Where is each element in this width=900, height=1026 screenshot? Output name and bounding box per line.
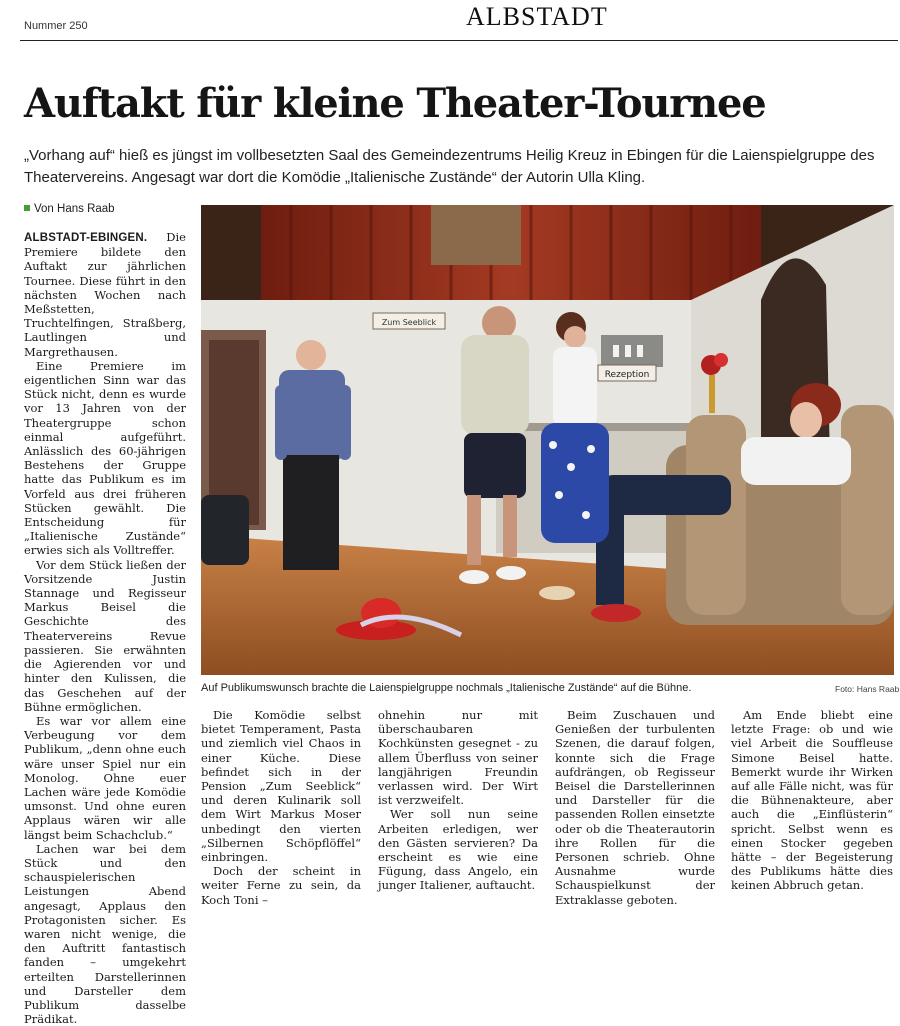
lead-paragraph: „Vorhang auf“ hieß es jüngst im vollbesetzten Saal des Gemeindezentrums Heilig Kreuz in Ebingen für die Laienspielgruppe des Theatervereins. Angesagt war dort die Komödie „Italienische Zustände“ der Autorin Ulla Kling. bbox=[24, 147, 875, 186]
byline-author: Von Hans Raab bbox=[34, 203, 115, 215]
article-column-2 bbox=[201, 708, 361, 907]
article-column-1 bbox=[24, 230, 186, 1026]
article-paragraph: Lachen war bei dem Stück und den schauspielerischen Leistungen Abend angesagt, Applaus den Protagonisten sicher. Es waren nicht wenige, die den Auftritt fantastisch fanden – umgekehrt erteilten Darstellerinnen und Darsteller dem Publikum dasselbe Prädikat. bbox=[24, 841, 186, 1026]
sign-reception-text: Rezeption bbox=[604, 370, 650, 380]
dateline: ALBSTADT-EBINGEN. bbox=[24, 232, 148, 244]
article-paragraph: Wer soll nun seine Arbeiten erledigen, wer den Gästen servieren? Da erscheint es wie eine Fügung, dass Angelo, ein junger Italiener, auftaucht. bbox=[378, 807, 538, 893]
issue-number: Nummer 250 bbox=[24, 20, 88, 32]
stage-photo bbox=[201, 205, 894, 675]
photo-caption: Auf Publikumswunsch brachte die Laienspielgruppe nochmals „Italienische Zustände“ auf die Bühne. bbox=[201, 682, 692, 694]
photo-credit: Foto: Hans Raab bbox=[835, 684, 900, 694]
article-paragraph: Vor dem Stück ließen der Vorsitzende Justin Stannage und Regisseur Markus Beisel die Geschichte des Theatervereins Revue passieren. Sie erwähnten die Agierenden vor und hinter den Kulissen, die das Geschehen auf der Bühne ermöglichen. bbox=[24, 557, 186, 714]
header-rule bbox=[20, 40, 898, 41]
byline-marker-icon bbox=[24, 205, 30, 211]
article-paragraph: ALBSTADT-EBINGEN. Die Premiere bildete den Auftakt zur jährlichen Tournee. Diese führt in den nächsten Wochen nach Meßstetten, Truchtelfingen, Straßberg, Lautlingen und Margrethausen. bbox=[24, 230, 186, 359]
section-title: ALBSTADT bbox=[466, 2, 608, 31]
sign-left-text: Zum Seeblick bbox=[381, 318, 437, 327]
article-paragraph: Am Ende bliebt eine letzte Frage: ob und wie viel Arbeit die Souffleuse Simone Beisel hatte. Bemerkt wurde ihr Wirken auf alle Fälle nicht, was für die Bühnenakteure, aber auch die „Einflüsterin“ spricht. Selbst wenn es einen Stocker gegeben hätte – der Begeisterung des Publikums hätte dies keinen Abbruch getan. bbox=[731, 708, 893, 893]
headline: Auftakt für kleine Theater-Tournee bbox=[24, 80, 766, 127]
article-paragraph: ohnehin nur mit überschaubaren Kochkünsten gesegnet - zu allem Überfluss von seiner langjährigen Freundin verlassen wird. Der Wirt ist verzweifelt. bbox=[378, 708, 538, 808]
article-paragraph: Die Komödie selbst bietet Temperament, Pasta und ziemlich viel Chaos in einer Küche. Diese befindet sich in der Pension „Zum Seeblick“ und deren Kulinarik soll dem Wirt Markus Moser unbedingt den vierten „Silbernen Schöpflöffel“ einbringen. bbox=[201, 708, 361, 865]
article-column-3 bbox=[378, 708, 538, 893]
article-column-4 bbox=[555, 708, 715, 907]
article-paragraph: Eine Premiere im eigentlichen Sinn war das Stück nicht, denn es wurde vor 13 Jahren von der Theatergruppe schon einmal aufgeführt. Anlässlich des 60-jährigen Bestehens der Gruppe hatte das Publikum es im Vorfeld aus drei früheren Stücken gewählt. Die Entscheidung für „Italienische Zustände“ erwies sich als Volltreffer. bbox=[24, 358, 186, 558]
article-paragraph: Beim Zuschauen und Genießen der turbulenten Szenen, die darauf folgen, konnte sich die Frage aufdrängen, ob Regisseur Beisel die Darstellerinnen und Darsteller für die passenden Rollen einsetzte oder ob die Theaterautorin ihre Rollen für die Personen schrieb. Ohne Ausnahme wurde Schauspielkunst der Extraklasse geboten. bbox=[555, 708, 715, 907]
article-column-5 bbox=[731, 708, 893, 893]
byline bbox=[24, 203, 115, 215]
article-paragraph: Es war vor allem eine Verbeugung vor dem Publikum, „denn ohne euch wäre unser Spiel nur ein Monolog. Ohne euer Lachen wäre jede Komödie umsonst. Und ohne euren Applaus wären wir alle längst beim Schachclub.“ bbox=[24, 713, 186, 842]
article-paragraph: Doch der scheint in weiter Ferne zu sein, da Koch Toni – bbox=[201, 864, 361, 907]
